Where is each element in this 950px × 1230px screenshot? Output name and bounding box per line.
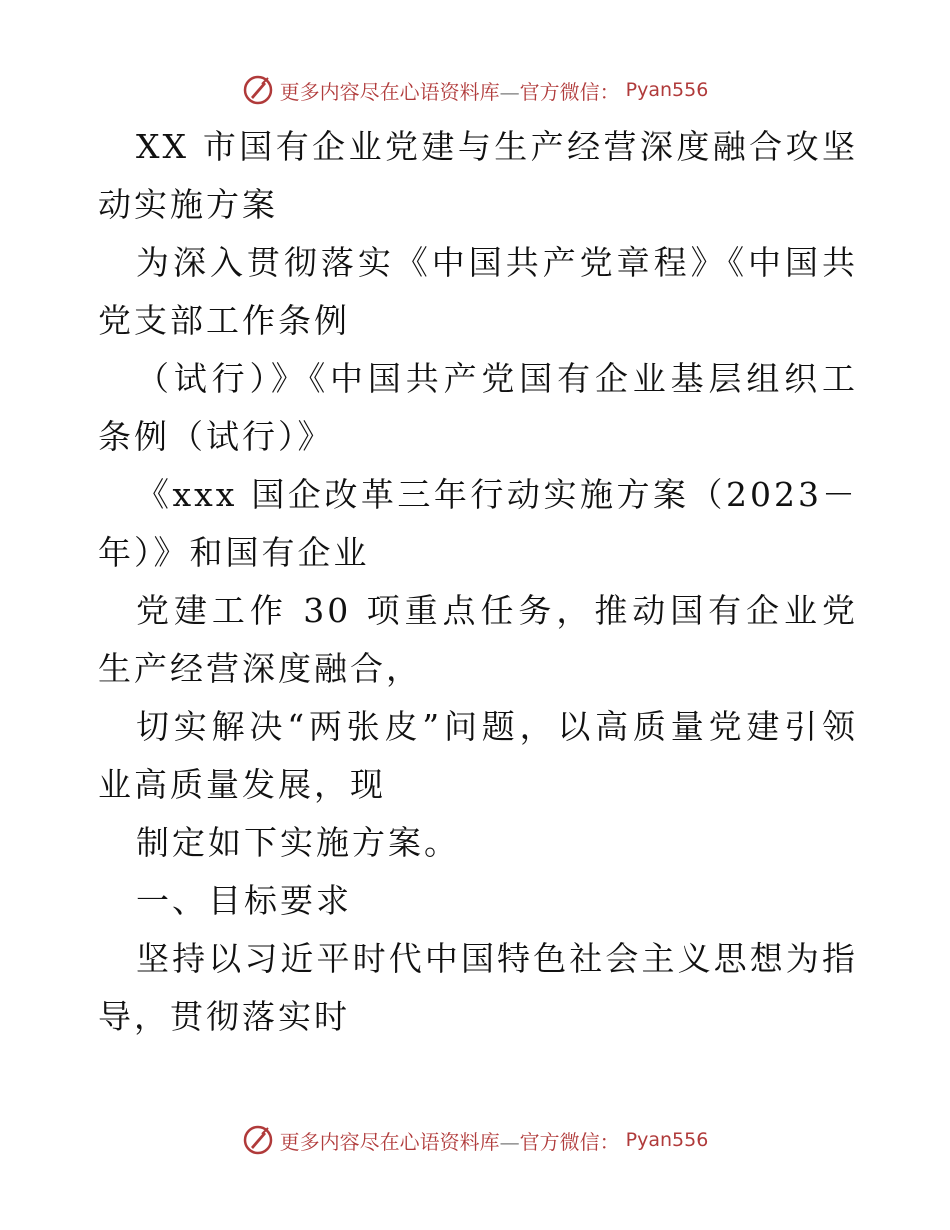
- doc-paragraph-line: 党支部工作条例: [98, 301, 350, 340]
- doc-paragraph-line: 生产经营深度融合，: [98, 649, 422, 688]
- doc-paragraph-line: 条例（试行）》: [98, 417, 334, 456]
- doc-paragraph-line: 坚持以习近平时代中国特色社会主义思想为指: [136, 939, 858, 978]
- doc-paragraph-line: 业高质量发展，现: [98, 765, 386, 804]
- doc-title-line-2: 动实施方案: [98, 185, 278, 224]
- watermark-text: [280, 1126, 620, 1155]
- watermark-brand: 更多内容尽在心语资料库: [279, 1129, 500, 1154]
- header-watermark: [0, 70, 950, 110]
- watermark-dash: —: [499, 1129, 520, 1154]
- watermark-dash: —: [499, 79, 520, 104]
- watermark-wechat-id: Pyan556: [625, 79, 709, 101]
- doc-title-line-1: XX 市国有企业党建与生产经营深度融合攻坚: [136, 127, 858, 166]
- watermark-brand: 更多内容尽在心语资料库: [279, 79, 500, 104]
- doc-paragraph-line: 党建工作 30 项重点任务，推动国有企业党: [136, 591, 858, 630]
- watermark-wechat-id: Pyan556: [625, 1129, 709, 1151]
- doc-paragraph-line: 制定如下实施方案。: [136, 823, 460, 862]
- doc-paragraph-line: （试行）》《中国共产党国有企业基层组织工: [136, 359, 858, 398]
- section-heading: 一、目标要求: [136, 881, 352, 920]
- quill-circle-logo-icon: [242, 74, 274, 106]
- doc-paragraph-line: 《xxx 国企改革三年行动实施方案（2023－: [136, 475, 858, 514]
- doc-paragraph-line: 为深入贯彻落实《中国共产党章程》《中国共: [136, 243, 858, 282]
- watermark-official: 官方微信：: [519, 79, 620, 104]
- watermark-text: [280, 76, 620, 105]
- doc-paragraph-line: 年）》和国有企业: [98, 533, 370, 572]
- doc-paragraph-line: 导，贯彻落实时: [98, 997, 350, 1036]
- doc-paragraph-line: 切实解决“两张皮”问题，以高质量党建引领: [136, 707, 858, 746]
- quill-circle-logo-icon: [242, 1124, 274, 1156]
- document-body: [98, 118, 858, 1046]
- watermark-official: 官方微信：: [519, 1129, 620, 1154]
- footer-watermark: [0, 1120, 950, 1160]
